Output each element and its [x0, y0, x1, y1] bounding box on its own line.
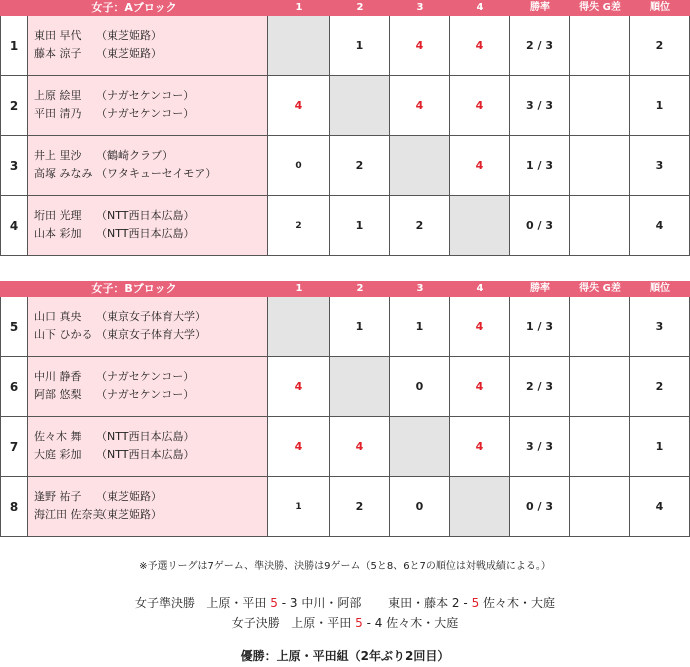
player-team: （東芝姫路）: [96, 47, 162, 60]
semi2-dash: -: [463, 596, 468, 610]
player-line: [34, 506, 267, 524]
player-team: （東京女子体育大学）: [96, 328, 206, 341]
score-cell: 0: [268, 136, 330, 195]
pair-names: [28, 357, 268, 416]
column-header: 勝率: [530, 2, 550, 13]
win-rate-cell: 0 / 3: [510, 477, 570, 536]
table-row: [0, 76, 690, 136]
score-cell: 4: [268, 417, 330, 476]
player-name: 山口 真央: [34, 310, 82, 323]
table-row: [0, 136, 690, 196]
rank-cell: 2: [630, 16, 690, 75]
pair-names: [28, 136, 268, 195]
diagonal-cell: [450, 196, 510, 255]
score-cell: 1: [330, 196, 390, 255]
win-rate-cell: 1 / 3: [510, 297, 570, 356]
semi2-score-left: 2: [451, 596, 460, 610]
player-name: 大庭 彩加: [34, 448, 82, 461]
score-cell: 4: [450, 417, 510, 476]
block-header: [0, 0, 690, 16]
semi2-score-right: 5: [471, 596, 480, 610]
score-cell: 2: [330, 477, 390, 536]
row-number: 5: [0, 297, 28, 356]
column-header: 順位: [650, 2, 670, 13]
diagonal-cell: [330, 357, 390, 416]
player-team: （ナガセケンコー）: [96, 370, 195, 383]
game-diff-cell: [570, 477, 630, 536]
player-line: [34, 428, 267, 446]
player-team: （東京女子体育大学）: [96, 310, 206, 323]
row-number: 2: [0, 76, 28, 135]
game-diff-cell: [570, 297, 630, 356]
game-diff-cell: [570, 16, 630, 75]
player-line: [34, 488, 267, 506]
column-header: 勝率: [530, 283, 550, 294]
player-name: 垳田 光理: [34, 209, 82, 222]
block-b-table: [0, 281, 690, 537]
player-name: 阿部 悠梨: [34, 388, 82, 401]
row-number: 7: [0, 417, 28, 476]
final-dash: -: [366, 616, 371, 630]
player-line: [34, 27, 267, 45]
score-cell: 0: [390, 357, 450, 416]
rank-cell: 1: [630, 417, 690, 476]
score-cell: 2: [390, 196, 450, 255]
player-name: 逢野 祐子: [34, 490, 82, 503]
semi2-right-pair: 佐々木・大庭: [483, 596, 556, 610]
score-cell: 1: [330, 297, 390, 356]
player-name: 藤本 涼子: [34, 47, 82, 60]
rank-cell: 1: [630, 76, 690, 135]
rank-cell: 4: [630, 196, 690, 255]
score-cell: 2: [330, 136, 390, 195]
column-header: 3: [416, 2, 424, 13]
diagonal-cell: [268, 16, 330, 75]
player-name: 上原 絵里: [34, 89, 82, 102]
score-cell: 1: [330, 16, 390, 75]
score-cell: 4: [450, 76, 510, 135]
win-rate-cell: 1 / 3: [510, 136, 570, 195]
final-right-pair: 佐々木・大庭: [386, 616, 459, 630]
game-diff-cell: [570, 357, 630, 416]
player-line: [34, 308, 267, 326]
player-name: 平田 清乃: [34, 107, 82, 120]
pair-names: [28, 196, 268, 255]
diagonal-cell: [330, 76, 390, 135]
score-cell: 4: [450, 357, 510, 416]
semi1-right-pair: 中川・阿部: [301, 596, 362, 610]
final-score-right: 4: [374, 616, 383, 630]
column-header: 順位: [650, 283, 670, 294]
score-cell: 2: [268, 196, 330, 255]
game-diff-cell: [570, 196, 630, 255]
row-number: 3: [0, 136, 28, 195]
score-cell: 1: [268, 477, 330, 536]
player-line: [34, 45, 267, 63]
player-name: 佐々木 舞: [34, 430, 82, 443]
pair-names: [28, 297, 268, 356]
rank-cell: 4: [630, 477, 690, 536]
diagonal-cell: [450, 477, 510, 536]
pair-names: [28, 76, 268, 135]
rank-cell: 2: [630, 357, 690, 416]
row-number: 8: [0, 477, 28, 536]
game-diff-cell: [570, 76, 630, 135]
block-title: 女子：Bブロック: [91, 282, 177, 295]
score-cell: 4: [390, 16, 450, 75]
score-cell: 4: [450, 297, 510, 356]
final-left-pair: 上原・平田: [291, 616, 352, 630]
score-cell: 0: [390, 477, 450, 536]
player-line: [34, 225, 267, 243]
player-team: （NTT西日本広島）: [96, 227, 195, 240]
player-name: 山下 ひかる: [34, 328, 93, 341]
table-row: [0, 417, 690, 477]
player-team: （ワタキューセイモア）: [96, 167, 217, 180]
score-cell: 4: [450, 16, 510, 75]
game-diff-cell: [570, 417, 630, 476]
player-line: [34, 368, 267, 386]
player-team: （NTT西日本広島）: [96, 209, 195, 222]
table-row: [0, 477, 690, 537]
table-row: [0, 357, 690, 417]
final-label: 女子決勝: [231, 616, 280, 630]
player-team: （ナガセケンコー）: [96, 107, 195, 120]
column-header: 4: [476, 2, 484, 13]
row-number: 4: [0, 196, 28, 255]
diagonal-cell: [390, 417, 450, 476]
table-row: [0, 16, 690, 76]
player-line: [34, 446, 267, 464]
column-header: 得失 G差: [579, 283, 621, 294]
column-header: 得失 G差: [579, 2, 621, 13]
player-name: 中川 静香: [34, 370, 82, 383]
player-team: （ナガセケンコー）: [96, 388, 195, 401]
score-cell: 4: [390, 76, 450, 135]
diagonal-cell: [390, 136, 450, 195]
champion-line: 優勝：上原・平田組（2年ぶり2回目）: [240, 649, 450, 663]
pair-names: [28, 16, 268, 75]
semifinal-results: [0, 594, 690, 611]
player-line: [34, 165, 267, 183]
block-a-table: [0, 0, 690, 256]
player-team: （NTT西日本広島）: [96, 448, 195, 461]
win-rate-cell: 3 / 3: [510, 417, 570, 476]
table-row: [0, 297, 690, 357]
score-cell: 4: [268, 76, 330, 135]
player-line: [34, 326, 267, 344]
rank-cell: 3: [630, 297, 690, 356]
player-line: [34, 386, 267, 404]
semi2-left-pair: 東田・藤本: [388, 596, 449, 610]
player-team: （ナガセケンコー）: [96, 89, 195, 102]
table-row: [0, 196, 690, 256]
column-header: 1: [295, 2, 303, 13]
player-name: 井上 里沙: [34, 149, 82, 162]
score-cell: 1: [390, 297, 450, 356]
column-header: 4: [476, 283, 484, 294]
player-line: [34, 105, 267, 123]
player-name: 高塚 みなみ: [34, 167, 93, 180]
score-cell: 4: [450, 136, 510, 195]
column-header: 1: [295, 283, 303, 294]
column-header: 2: [356, 2, 364, 13]
rules-note: ※予選リーグは7ゲーム、準決勝、決勝は9ゲーム（5と8、6と7の順位は対戦成績による。）: [139, 561, 551, 572]
semi1-dash: -: [281, 596, 287, 610]
score-cell: 4: [268, 357, 330, 416]
column-header: 2: [356, 283, 364, 294]
player-team: （東芝姫路）: [96, 508, 162, 521]
win-rate-cell: 3 / 3: [510, 76, 570, 135]
player-name: 山本 彩加: [34, 227, 82, 240]
rank-cell: 3: [630, 136, 690, 195]
score-cell: 4: [330, 417, 390, 476]
final-result: [0, 614, 690, 631]
player-line: [34, 207, 267, 225]
win-rate-cell: 0 / 3: [510, 196, 570, 255]
semifinal-label: 女子準決勝: [134, 596, 195, 610]
player-team: （東芝姫路）: [96, 29, 162, 42]
player-team: （東芝姫路）: [96, 490, 162, 503]
player-name: 海江田 佐奈美: [34, 508, 104, 521]
semi1-score-left: 5: [270, 596, 278, 610]
block-header: [0, 281, 690, 297]
player-line: [34, 87, 267, 105]
player-team: （NTT西日本広島）: [96, 430, 195, 443]
semi1-score-right: 3: [289, 596, 298, 610]
diagonal-cell: [268, 297, 330, 356]
column-header: 3: [416, 283, 424, 294]
row-number: 6: [0, 357, 28, 416]
semi1-left-pair: 上原・平田: [206, 596, 267, 610]
pair-names: [28, 417, 268, 476]
block-title: 女子：Aブロック: [91, 1, 177, 14]
win-rate-cell: 2 / 3: [510, 16, 570, 75]
row-number: 1: [0, 16, 28, 75]
win-rate-cell: 2 / 3: [510, 357, 570, 416]
pair-names: [28, 477, 268, 536]
final-score-left: 5: [355, 616, 363, 630]
game-diff-cell: [570, 136, 630, 195]
player-line: [34, 147, 267, 165]
player-team: （鶴崎クラブ）: [96, 149, 174, 162]
player-name: 東田 早代: [34, 29, 82, 42]
